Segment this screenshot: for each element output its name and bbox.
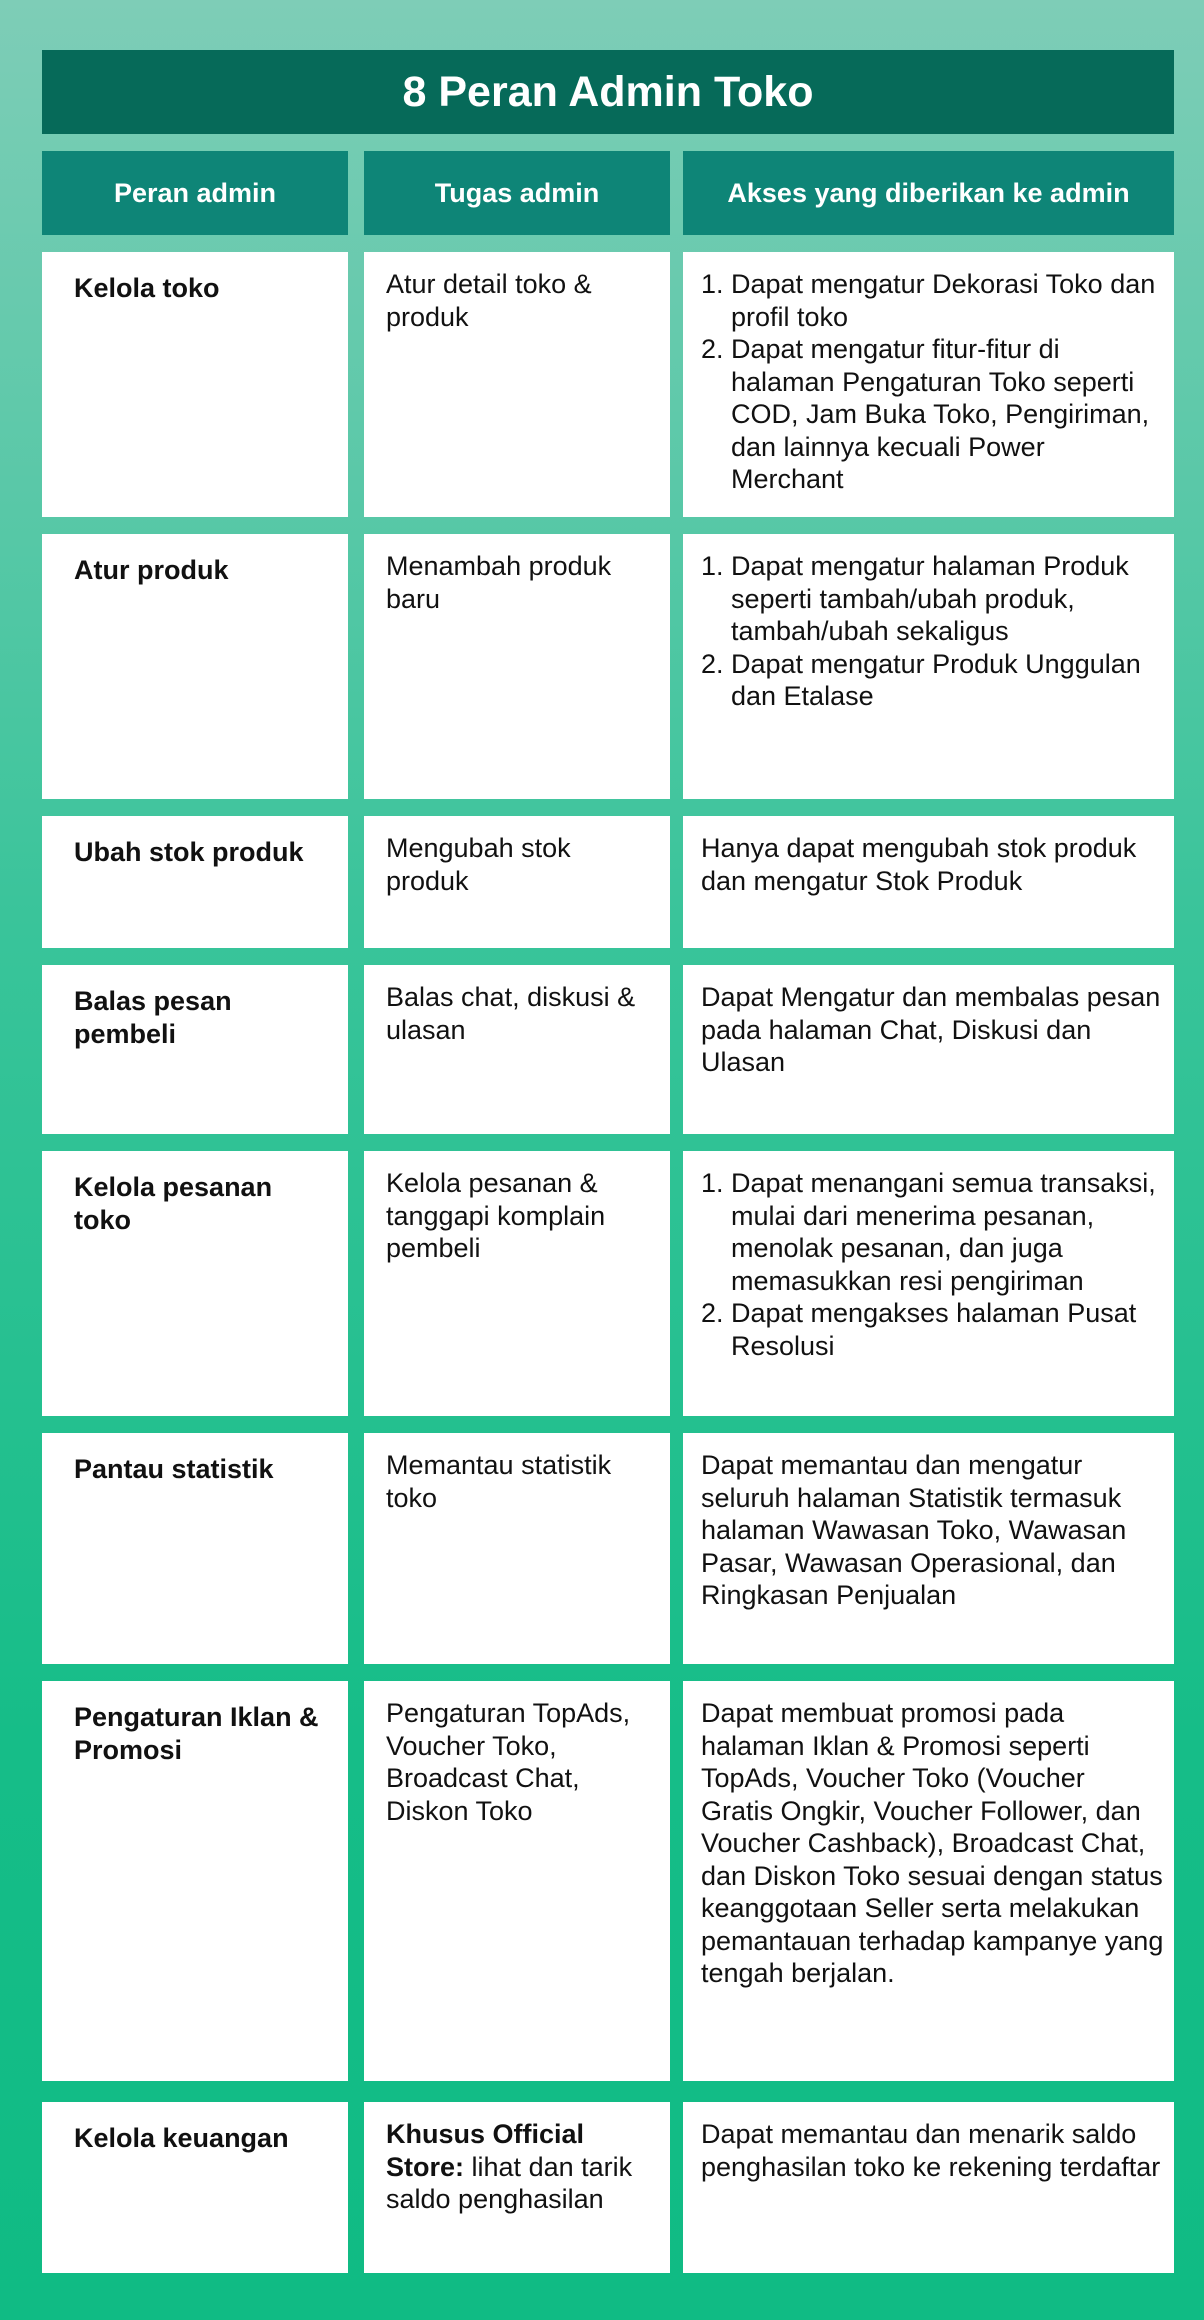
list-item: 1. Dapat mengatur Dekorasi Toko dan profil toko	[701, 269, 1156, 332]
task-emphasis: Khusus Official Store:	[386, 2119, 585, 2182]
row-2-access	[683, 534, 1174, 799]
row-5-access	[683, 1151, 1174, 1416]
list-item: 1. Dapat menangani semua transaksi, mulai dari menerima pesanan, menolak pesanan, dan juga memasukkan resi pengiriman	[701, 1168, 1156, 1296]
row-4-access: Dapat Mengatur dan membalas pesan pada halaman Chat, Diskusi dan Ulasan	[683, 965, 1174, 1134]
row-8-role: Kelola keuangan	[42, 2102, 348, 2273]
row-8-access: Dapat memantau dan menarik saldo penghasilan toko ke rekening terdaftar	[683, 2102, 1174, 2273]
row-3-access: Hanya dapat mengubah stok produk dan mengatur Stok Produk	[683, 816, 1174, 948]
row-1-role: Kelola toko	[42, 252, 348, 517]
row-8-task	[364, 2102, 670, 2273]
page-title: 8 Peran Admin Toko	[42, 50, 1174, 134]
row-7-access: Dapat membuat promosi pada halaman Iklan & Promosi seperti TopAds, Voucher Toko (Voucher Gratis Ongkir, Voucher Follower, dan Voucher Cashback), Broadcast Chat, dan Diskon Toko sesuai dengan status keanggotaan Seller serta melakukan pemantauan terhadap kampanye yang tengah berjalan.	[683, 1681, 1174, 2081]
header-access: Akses yang diberikan ke admin	[683, 151, 1174, 235]
row-5-role: Kelola pesanan toko	[42, 1151, 348, 1416]
row-1-task: Atur detail toko & produk	[364, 252, 670, 517]
task-text: lihat dan tarik saldo penghasilan	[386, 2151, 633, 2214]
header-role: Peran admin	[42, 151, 348, 235]
row-4-role: Balas pesan pembeli	[42, 965, 348, 1134]
list-item: 1. Dapat mengatur halaman Produk seperti tambah/ubah produk, tambah/ubah sekaligus	[701, 551, 1129, 646]
header-task: Tugas admin	[364, 151, 670, 235]
row-2-role: Atur produk	[42, 534, 348, 799]
row-7-role: Pengaturan Iklan & Promosi	[42, 1681, 348, 2081]
row-2-task: Menambah produk baru	[364, 534, 670, 799]
list-item: 2. Dapat mengatur Produk Unggulan dan Etalase	[701, 648, 1141, 711]
row-6-access: Dapat memantau dan mengatur seluruh halaman Statistik termasuk halaman Wawasan Toko, Wawasan Pasar, Wawasan Operasional, dan Ringkasan Penjualan	[683, 1433, 1174, 1664]
row-4-task: Balas chat, diskusi & ulasan	[364, 965, 670, 1134]
list-item: 2. Dapat mengatur fitur-fitur di halaman Pengaturan Toko seperti COD, Jam Buka Toko, Pengiriman, dan lainnya kecuali Power Merchant	[701, 334, 1150, 494]
list-item: 2. Dapat mengakses halaman Pusat Resolusi	[701, 1298, 1137, 1361]
row-1-access	[683, 252, 1174, 517]
row-7-task: Pengaturan TopAds, Voucher Toko, Broadcast Chat, Diskon Toko	[364, 1681, 670, 2081]
row-5-task: Kelola pesanan & tanggapi komplain pembeli	[364, 1151, 670, 1416]
row-6-role: Pantau statistik	[42, 1433, 348, 1664]
row-6-task: Memantau statistik toko	[364, 1433, 670, 1664]
row-3-role: Ubah stok produk	[42, 816, 348, 948]
row-3-task: Mengubah stok produk	[364, 816, 670, 948]
